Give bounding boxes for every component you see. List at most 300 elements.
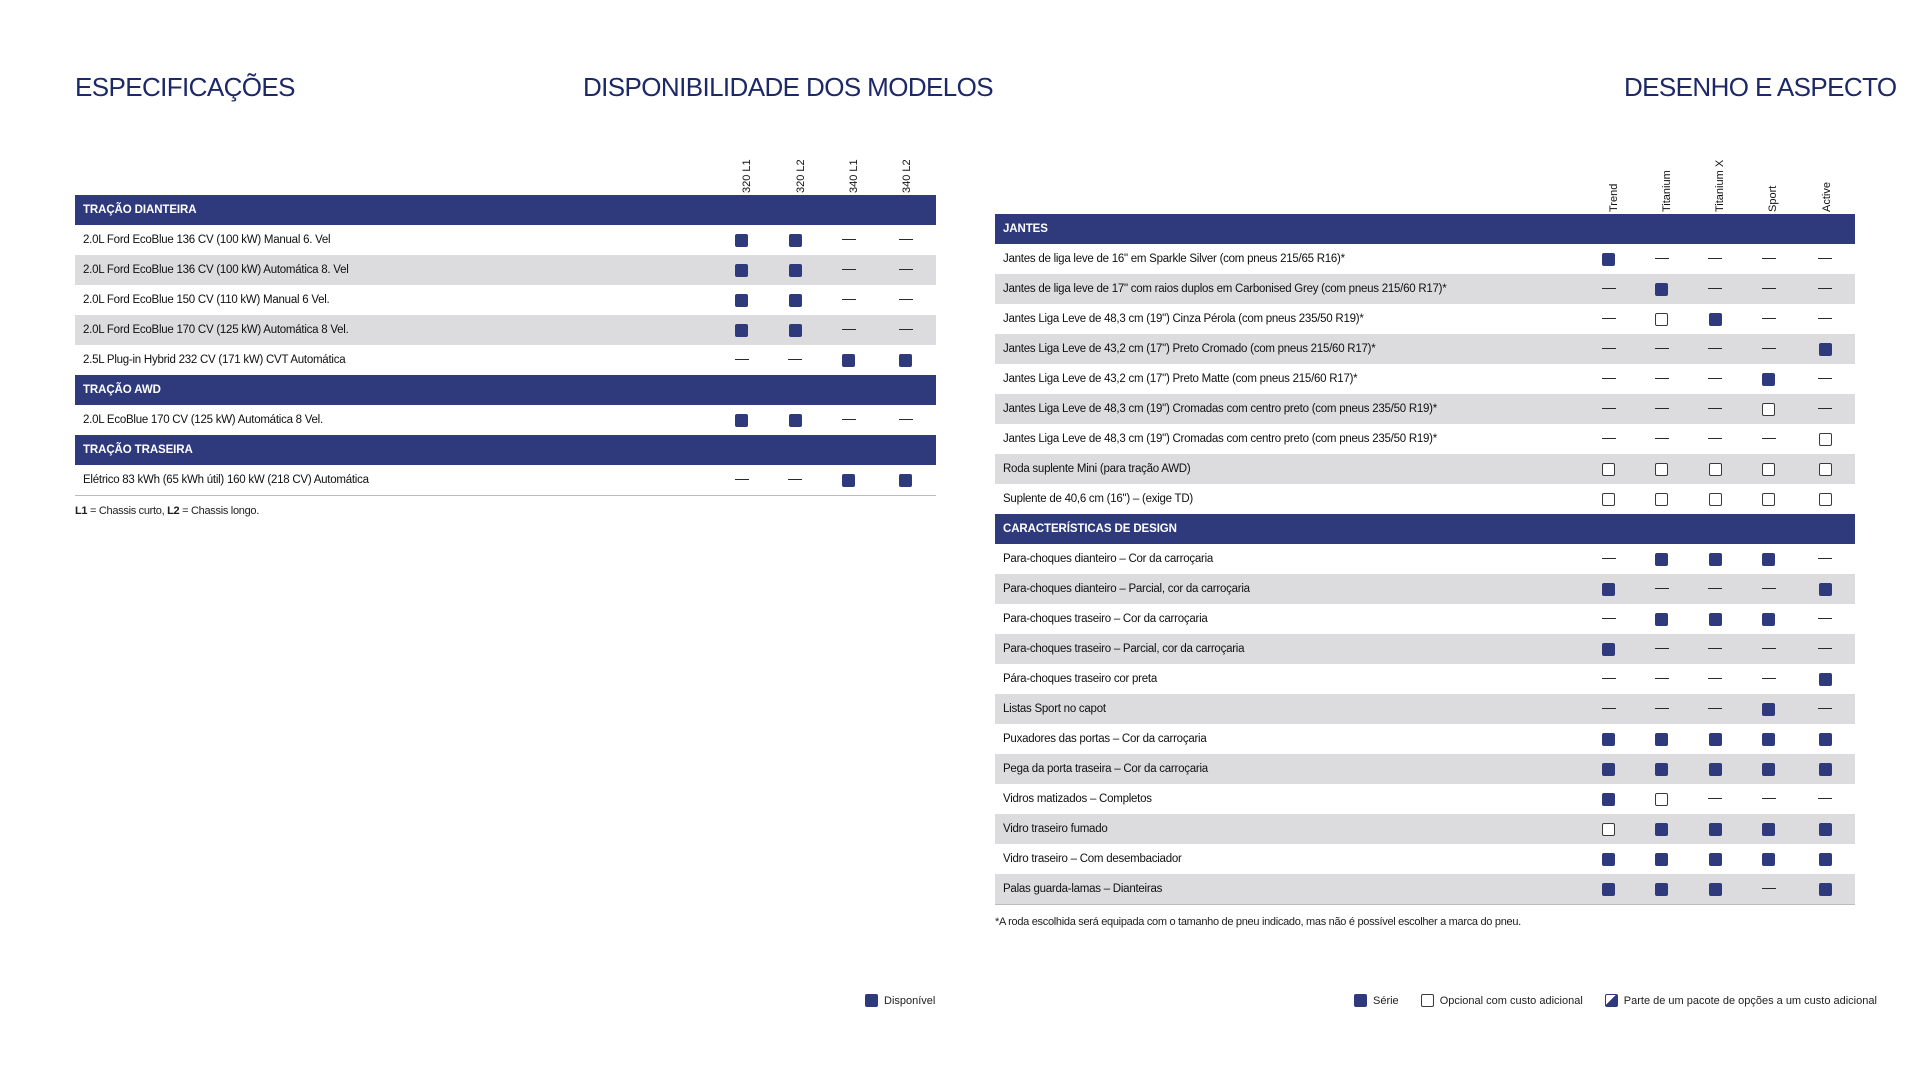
table-row [995,274,1855,304]
standard-marker-icon [789,234,802,247]
availability-cell [1742,874,1795,905]
standard-marker-icon [735,294,748,307]
not-available-dash-icon [1655,258,1669,259]
availability-cell [1635,574,1688,604]
availability-cell [1742,274,1795,304]
row-label: Jantes Liga Leve de 43,2 cm (17") Preto Cromado (com pneus 215/60 R17)* [995,334,1582,364]
standard-marker-icon [789,294,802,307]
section-header [75,195,936,225]
standard-marker-icon [1709,763,1722,776]
not-available-dash-icon [1818,648,1832,649]
row-label: Jantes de liga leve de 17" com raios duplos em Carbonised Grey (com pneus 215/60 R17)* [995,274,1582,304]
row-label: Jantes Liga Leve de 48,3 cm (19") Cromadas com centro preto (com pneus 235/50 R19)* [995,394,1582,424]
table-row [995,544,1855,574]
availability-cell [822,225,875,255]
row-label: Pega da porta traseira – Cor da carroçaria [995,754,1582,784]
availability-cell [1742,574,1795,604]
not-available-dash-icon [842,299,856,300]
not-available-dash-icon [1655,708,1669,709]
availability-cell [875,405,936,435]
not-available-dash-icon [1762,648,1776,649]
not-available-dash-icon [899,269,913,270]
standard-marker-icon [1819,343,1832,356]
legend-series: Série [1354,994,1399,1007]
availability-cell [1688,724,1742,754]
standard-marker-icon [1762,823,1775,836]
availability-cell [1582,634,1635,664]
legend-optional: Opcional com custo adicional [1421,994,1583,1007]
availability-cell [1635,544,1688,574]
table-row [75,255,936,285]
availability-cell [1582,424,1635,454]
optional-marker-icon [1762,463,1775,476]
optional-marker-icon [1819,493,1832,506]
availability-cell [1742,724,1795,754]
availability-cell [875,225,936,255]
standard-marker-icon [1602,883,1615,896]
standard-marker-icon [735,414,748,427]
availability-cell [715,225,768,255]
row-label: 2.0L Ford EcoBlue 136 CV (100 kW) Manual 6. Vel [83,234,331,246]
row-label: Pára-choques traseiro cor preta [1003,673,1157,685]
not-available-dash-icon [735,479,749,480]
availability-cell [768,405,822,435]
availability-cell [1795,664,1855,694]
availability-cell [1795,424,1855,454]
availability-cell [1582,664,1635,694]
not-available-dash-icon [1602,408,1616,409]
not-available-dash-icon [1708,408,1722,409]
availability-cell [1635,874,1688,905]
availability-cell [1742,754,1795,784]
row-label: Suplente de 40,6 cm (16") – (exige TD) [1003,493,1193,505]
availability-cell [768,225,822,255]
not-available-dash-icon [1708,378,1722,379]
availability-cell [1688,244,1742,274]
table-row [995,574,1855,604]
availability-cell [822,285,875,315]
availability-cell [1582,454,1635,484]
availability-cell [1795,454,1855,484]
not-available-dash-icon [1762,318,1776,319]
optional-marker-icon [1819,463,1832,476]
not-available-dash-icon [1655,648,1669,649]
not-available-dash-icon [1762,888,1776,889]
availability-cell [1635,274,1688,304]
not-available-dash-icon [842,329,856,330]
optional-marker-icon [1762,403,1775,416]
availability-cell [715,285,768,315]
availability-cell [1635,724,1688,754]
standard-marker-icon [1602,583,1615,596]
not-available-dash-icon [1762,438,1776,439]
standard-marker-icon [1819,763,1832,776]
not-available-dash-icon [1602,708,1616,709]
table-row [995,754,1855,784]
trim-column-headers: Trend Titanium Titanium X Sport Active [1608,159,1833,212]
not-available-dash-icon [1818,618,1832,619]
standard-marker-icon [1819,583,1832,596]
legend-available: Disponível [865,994,935,1007]
model-availability-table [75,195,936,496]
availability-cell [1582,784,1635,814]
availability-cell [768,255,822,285]
not-available-dash-icon [1818,378,1832,379]
standard-marker-icon [1709,313,1722,326]
availability-cell [1582,364,1635,394]
availability-cell [1582,244,1635,274]
availability-cell [1635,454,1688,484]
row-label: 2.0L Ford EcoBlue 170 CV (125 kW) Automática 8 Vel. [75,315,715,345]
section-header [995,214,1855,244]
row-label: Roda suplente Mini (para tração AWD) [995,454,1582,484]
table-row [995,694,1855,724]
not-available-dash-icon [1602,288,1616,289]
not-available-dash-icon [1818,258,1832,259]
availability-cell [1582,484,1635,514]
not-available-dash-icon [1655,408,1669,409]
availability-cell [1688,814,1742,844]
availability-cell [875,255,936,285]
standard-marker-icon [1762,733,1775,746]
availability-cell [715,255,768,285]
not-available-dash-icon [1602,678,1616,679]
standard-marker-icon [1762,763,1775,776]
table-row [995,304,1855,334]
availability-cell [1742,694,1795,724]
standard-marker-icon [1655,883,1668,896]
availability-cell [1688,664,1742,694]
not-available-dash-icon [1708,798,1722,799]
availability-cell [822,345,875,375]
standard-marker-icon [1655,763,1668,776]
not-available-dash-icon [1602,318,1616,319]
availability-cell [1795,814,1855,844]
row-label: 2.0L Ford EcoBlue 150 CV (110 kW) Manual 6 Vel. [83,294,330,306]
standard-marker-icon [1762,553,1775,566]
standard-marker-icon [1819,823,1832,836]
not-available-dash-icon [1602,438,1616,439]
optional-marker-icon [1602,463,1615,476]
availability-cell [875,315,936,345]
model-column-headers: 320 L1 320 L2 340 L1 340 L2 [741,159,913,193]
not-available-dash-icon [1762,588,1776,589]
standard-marker-icon [1655,853,1668,866]
standard-marker-icon [735,264,748,277]
availability-cell [1688,304,1742,334]
right-legend [1332,994,1877,1007]
availability-cell [1795,244,1855,274]
standard-marker-icon [735,324,748,337]
not-available-dash-icon [899,299,913,300]
availability-cell [1795,604,1855,634]
optional-marker-icon [1421,994,1434,1007]
row-label: Para-choques traseiro – Cor da carroçaria [1003,613,1208,625]
availability-cell [1688,274,1742,304]
availability-cell [1795,574,1855,604]
model-availability-panel [75,140,936,540]
optional-marker-icon [1655,793,1668,806]
standard-marker-icon [1655,733,1668,746]
availability-cell [768,285,822,315]
standard-marker-icon [842,354,855,367]
availability-cell [1635,364,1688,394]
section-title: JANTES [995,214,1855,244]
availability-cell [875,285,936,315]
availability-cell [1635,604,1688,634]
left-legend [843,994,935,1007]
availability-cell [1582,544,1635,574]
optional-marker-icon [1602,823,1615,836]
availability-cell [1688,754,1742,784]
standard-marker-icon [1709,733,1722,746]
availability-cell [1795,634,1855,664]
row-label: Para-choques dianteiro – Parcial, cor da carroçaria [995,574,1582,604]
availability-cell [822,465,875,496]
availability-cell [1635,334,1688,364]
availability-cell [1688,694,1742,724]
availability-cell [1582,874,1635,905]
not-available-dash-icon [1655,678,1669,679]
not-available-dash-icon [1762,258,1776,259]
page-title-specifications: ESPECIFICAÇÕES [75,72,295,102]
table-row [995,334,1855,364]
not-available-dash-icon [1708,648,1722,649]
standard-marker-icon [842,474,855,487]
not-available-dash-icon [1655,438,1669,439]
availability-cell [768,345,822,375]
table-row [995,484,1855,514]
design-table [995,214,1855,905]
availability-cell [1582,754,1635,784]
row-label: Vidro traseiro fumado [995,814,1582,844]
availability-cell [1742,784,1795,814]
not-available-dash-icon [788,359,802,360]
availability-cell [1635,694,1688,724]
availability-cell [715,345,768,375]
standard-marker-icon [1655,283,1668,296]
standard-marker-icon [1819,853,1832,866]
availability-cell [1635,814,1688,844]
optional-marker-icon [1655,493,1668,506]
table-row [995,784,1855,814]
availability-cell [1795,694,1855,724]
availability-cell [1635,394,1688,424]
row-label: Elétrico 83 kWh (65 kWh útil) 160 kW (218 CV) Automática [75,465,715,496]
availability-cell [1742,814,1795,844]
table-row [995,604,1855,634]
not-available-dash-icon [735,359,749,360]
availability-cell [1582,724,1635,754]
not-available-dash-icon [842,269,856,270]
availability-cell [1742,334,1795,364]
availability-cell [1795,784,1855,814]
not-available-dash-icon [1762,348,1776,349]
availability-cell [1582,574,1635,604]
row-label: 2.5L Plug-in Hybrid 232 CV (171 kW) CVT Automática [83,354,346,366]
table-row [75,285,936,315]
standard-marker-icon [1655,613,1668,626]
table-row [75,405,936,435]
availability-cell [1635,484,1688,514]
not-available-dash-icon [899,239,913,240]
table-row [75,465,936,496]
availability-cell [1688,484,1742,514]
availability-cell [1582,394,1635,424]
tyre-footnote: *A roda escolhida será equipada com o tamanho de pneu indicado, mas não é possível escolher a marca do pneu. [995,916,1521,928]
table-row [995,874,1855,905]
availability-cell [1795,874,1855,905]
standard-marker-icon [1762,613,1775,626]
table-row [995,814,1855,844]
optional-marker-icon [1655,313,1668,326]
standard-marker-icon [1602,643,1615,656]
availability-cell [1742,484,1795,514]
table-row [995,664,1855,694]
availability-cell [1795,364,1855,394]
standard-marker-icon [1762,373,1775,386]
availability-cell [1742,454,1795,484]
not-available-dash-icon [1708,288,1722,289]
availability-cell [1795,274,1855,304]
availability-cell [715,315,768,345]
not-available-dash-icon [1818,798,1832,799]
not-available-dash-icon [899,419,913,420]
availability-cell [1795,484,1855,514]
availability-cell [1688,574,1742,604]
availability-cell [1635,664,1688,694]
legend-package: Parte de um pacote de opções a um custo adicional [1605,994,1877,1007]
row-label: Vidro traseiro – Com desembaciador [1003,853,1182,865]
availability-cell [1582,274,1635,304]
table-row [75,315,936,345]
availability-cell [1742,424,1795,454]
page-title-design: DESENHO E ASPECTO [1624,72,1897,102]
standard-marker-icon [789,264,802,277]
table-row [995,454,1855,484]
design-panel [995,140,1855,920]
availability-cell [1635,244,1688,274]
availability-cell [1742,634,1795,664]
availability-cell [1742,664,1795,694]
row-label: Palas guarda-lamas – Dianteiras [995,874,1582,905]
standard-marker-icon [1819,673,1832,686]
not-available-dash-icon [1818,708,1832,709]
standard-marker-icon [1709,883,1722,896]
availability-cell [1582,844,1635,874]
table-row [995,394,1855,424]
availability-cell [1688,544,1742,574]
row-label: 2.0L Ford EcoBlue 136 CV (100 kW) Automática 8. Vel [75,255,715,285]
standard-marker-icon [1709,823,1722,836]
not-available-dash-icon [1818,288,1832,289]
availability-cell [1742,544,1795,574]
standard-marker-icon [1602,793,1615,806]
not-available-dash-icon [1602,378,1616,379]
standard-marker-icon [789,324,802,337]
table-row [995,724,1855,754]
standard-marker-icon [1819,733,1832,746]
table-row [995,634,1855,664]
availability-cell [1582,604,1635,634]
standard-marker-icon [735,234,748,247]
standard-marker-icon [1655,823,1668,836]
availability-cell [768,465,822,496]
row-label: Jantes Liga Leve de 48,3 cm (19") Cromadas com centro preto (com pneus 235/50 R19)* [1003,433,1437,445]
availability-cell [1795,394,1855,424]
availability-cell [1688,394,1742,424]
optional-marker-icon [1709,463,1722,476]
availability-cell [1742,844,1795,874]
row-label: Puxadores das portas – Cor da carroçaria [1003,733,1207,745]
not-available-dash-icon [1655,588,1669,589]
series-marker-icon [1354,994,1367,1007]
section-title: TRAÇÃO DIANTEIRA [75,195,936,225]
not-available-dash-icon [842,239,856,240]
section-title: TRAÇÃO AWD [75,375,936,405]
optional-marker-icon [1819,433,1832,446]
availability-cell [875,345,936,375]
availability-cell [1688,604,1742,634]
availability-cell [1742,364,1795,394]
table-row [995,244,1855,274]
standard-marker-icon [1655,553,1668,566]
chassis-note: L1 = Chassis curto, L2 = Chassis longo. [75,505,259,517]
availability-cell [1582,694,1635,724]
section-header [995,514,1855,544]
availability-cell [1635,634,1688,664]
table-row [995,424,1855,454]
table-row [75,225,936,255]
availability-cell [1795,724,1855,754]
availability-cell [715,405,768,435]
row-label: Jantes de liga leve de 16" em Sparkle Silver (com pneus 215/65 R16)* [1003,253,1345,265]
availability-cell [1688,364,1742,394]
row-label: Jantes Liga Leve de 43,2 cm (17") Preto Matte (com pneus 215/60 R17)* [1003,373,1358,385]
standard-marker-icon [1602,853,1615,866]
availability-cell [1688,784,1742,814]
table-row [995,364,1855,394]
not-available-dash-icon [1762,678,1776,679]
section-title: TRAÇÃO TRASEIRA [75,435,936,465]
standard-marker-icon [899,474,912,487]
availability-cell [1795,544,1855,574]
availability-cell [1688,874,1742,905]
not-available-dash-icon [1708,588,1722,589]
not-available-dash-icon [1602,348,1616,349]
availability-cell [1582,334,1635,364]
not-available-dash-icon [1708,258,1722,259]
standard-marker-icon [1762,853,1775,866]
standard-marker-icon [1602,253,1615,266]
availability-cell [822,405,875,435]
not-available-dash-icon [1602,558,1616,559]
availability-cell [1742,394,1795,424]
optional-marker-icon [1602,493,1615,506]
row-label: Vidros matizados – Completos [1003,793,1152,805]
table-row [75,345,936,375]
availability-cell [1635,784,1688,814]
package-marker-icon [1605,994,1618,1007]
not-available-dash-icon [899,329,913,330]
availability-cell [822,255,875,285]
row-label: Jantes Liga Leve de 48,3 cm (19") Cinza Pérola (com pneus 235/50 R19)* [1003,313,1364,325]
not-available-dash-icon [1602,618,1616,619]
availability-cell [1795,334,1855,364]
not-available-dash-icon [1818,558,1832,559]
availability-cell [1635,424,1688,454]
row-label: Listas Sport no capot [995,694,1582,724]
